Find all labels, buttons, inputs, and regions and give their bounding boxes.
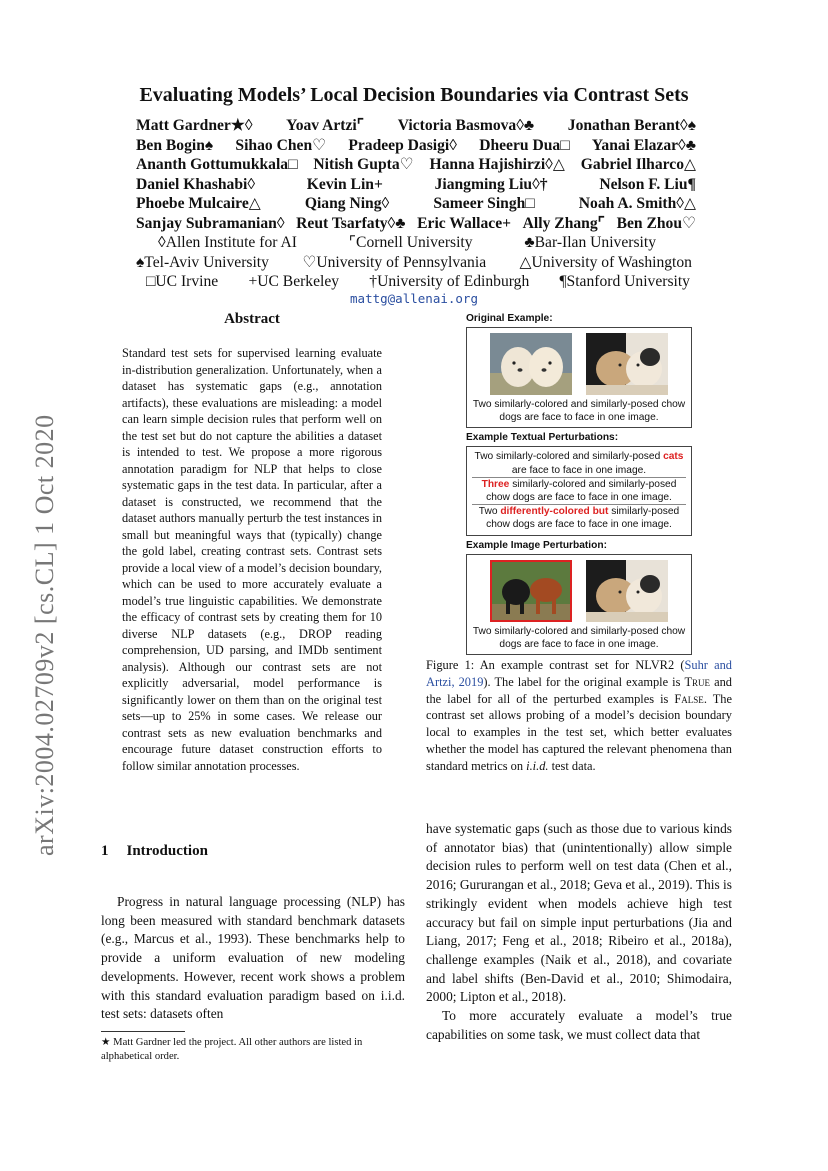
section-title: Introduction [126, 843, 208, 859]
author: Yanai Elazar◊♣ [591, 136, 696, 154]
author: Daniel Khashabi◊ [136, 175, 256, 193]
author: Sanjay Subramanian◊ [136, 214, 285, 232]
author-row [136, 194, 696, 214]
author: Phoebe Mulcaire△ [136, 195, 261, 213]
author-row [136, 214, 696, 234]
author: Jiangming Liu◊† [434, 175, 548, 193]
author-row [136, 116, 696, 136]
arxiv-id: arXiv:2004.02709v2 [cs.CL] 1 Oct 2020 [30, 414, 59, 856]
affiliation: ⌜Cornell University [348, 234, 473, 251]
author: Matt Gardner★◊ [136, 117, 253, 134]
author: Sihao Chen♡ [235, 136, 327, 154]
author: Qiang Ning◊ [304, 195, 390, 213]
footnote-rule [101, 1031, 185, 1032]
original-example-box [466, 327, 692, 428]
author: Ben Zhou♡ [616, 214, 696, 232]
author: Nelson F. Liu¶ [599, 175, 696, 193]
author: Hanna Hajishirzi◊△ [429, 156, 565, 174]
author-list [136, 116, 696, 234]
author: Pradeep Dasigi◊ [348, 136, 457, 154]
original-example-label: Original Example: [466, 313, 553, 324]
intro-right-column [426, 820, 732, 1044]
author: Sameer Singh□ [433, 195, 535, 213]
textual-perturbations-box [466, 446, 692, 535]
figure-caption: Figure 1: An example contrast set for NLVR2 (Suhr and Artzi, 2019). The label for the original example is True and the label for all of the perturbed examples is False. The contrast set allows probing of a model’s decision boundary local to examples in the test set, which better evaluates whether the model has captured the relevant phenomena than standard metrics on i.i.d. test data. [426, 658, 733, 773]
chow-puppies-photo-2 [586, 333, 668, 395]
intro-paragraph: have systematic gaps (such as those due to various kinds of annotator bias) that (unintentionally) allow simple decision rules to perform well on test data (Chen et al., 2016; Gururangan et al., 2018; Geva et al., 2019). This is strikingly evident when models achieve high test accuracy but fail on simple input perturbations (Jia and Liang, 2017; Feng et al., 2018; Ribeiro et al., 2018a), challenge examples (Naik et al., 2018), and covariate and label shifts (Ben-David et al., 2010; Shimodaira, 2000; Lipton et al., 2018). [426, 821, 732, 1005]
citation-link[interactable]: Suhr and Artzi, 2019 [426, 658, 732, 689]
author: Ananth Gottumukkala□ [136, 156, 298, 174]
chow-puppies-photo [490, 333, 572, 395]
intro-paragraph: Progress in natural language processing (NLP) has long been measured with standard benchmark datasets (e.g., Marcus et al., 1993). These benchmarks help to provide a uniform evaluation of new modeling developments. However, recent work shows a problem with this standard evaluation paradigm based on i.i.d. test sets: datasets often [101, 894, 405, 1022]
author: Ally Zhang⌜ [522, 214, 605, 232]
affiliation: ¶Stanford University [559, 273, 690, 291]
affiliation: +UC Berkeley [248, 273, 340, 291]
author: Nitish Gupta♡ [313, 156, 414, 174]
affiliation: ♣Bar-Ilan University [524, 234, 656, 251]
author: Yoav Artzi⌜ [286, 117, 365, 134]
paper-title: Evaluating Models’ Local Decision Boundaries via Contrast Sets [139, 84, 689, 106]
abstract-body [122, 345, 382, 774]
author: Ben Bogin♠ [136, 136, 214, 154]
image-perturbation-label: Example Image Perturbation: [466, 539, 607, 551]
affiliation-list [136, 233, 696, 292]
original-caption: Two similarly-colored and similarly-posed chow dogs are face to face in one image. [472, 399, 686, 424]
affiliation: †University of Edinburgh [369, 273, 530, 291]
affiliation: △University of Washington [519, 253, 692, 271]
affiliation: ♡University of Pennsylvania [302, 253, 487, 271]
contact-email[interactable]: mattg@allenai.org [350, 291, 478, 306]
intro-paragraph: To more accurately evaluate a model’s true capabilities on some task, we must collect data that [426, 1008, 732, 1042]
author: Jonathan Berant◊♠ [567, 117, 696, 134]
author: Victoria Basmova◊♣ [397, 117, 535, 134]
image-perturbation-box [466, 554, 692, 655]
image-perturbation-caption: Two similarly-colored and similarly-posed chow dogs are face to face in one image. [472, 625, 686, 650]
affiliation: ◊Allen Institute for AI [158, 234, 297, 251]
author: Gabriel Ilharco△ [580, 156, 696, 174]
author: Kevin Lin+ [306, 175, 383, 193]
section-heading [101, 843, 401, 860]
abstract-text: Standard test sets for supervised learning evaluate in-distribution generalization. Unfortunately, when a dataset has systematic gaps (e.g., annotation artifacts), these evaluations are misleading: a model can learn simple decision rules that perform well on the test set but do not capture the abilities a dataset is intended to test. We propose a more rigorous annotation paradigm for NLP that helps to close systematic gaps in the test data. In particular, after a dataset is constructed, we recommend that the dataset authors manually perturb the test instances in small but meaningful ways that (typically) change the gold label, creating contrast sets. Contrast sets provide a local view of a model’s decision boundary, which can be used to more accurately evaluate a model’s true linguistic capabilities. We demonstrate the efficacy of contrast sets by creating them for 10 diverse NLP datasets (e.g., DROP reading comprehension, UD parsing, and IMDb sentiment analysis). Although our contrast sets are not explicitly adversarial, model performance is significantly lower on them than on the original test sets—up to 25% in some cases. We release our contrast sets as new evaluation benchmarks and encourage future dataset construction efforts to follow similar annotation processes. [122, 346, 382, 773]
chow-puppies-photo-3 [586, 560, 668, 622]
figure-1 [466, 313, 692, 655]
textual-perturbations-label: Example Textual Perturbations: [466, 432, 619, 444]
author: Reut Tsarfaty◊♣ [296, 214, 406, 232]
affiliation: □UC Irvine [146, 273, 219, 291]
abstract-heading: Abstract [224, 311, 280, 327]
different-dogs-photo [490, 560, 572, 622]
affiliation: ♠Tel-Aviv University [136, 253, 269, 271]
author: Noah A. Smith◊△ [578, 195, 696, 213]
author-row [136, 175, 696, 195]
perturbation-2: Three similarly-colored and similarly-posed chow dogs are face to face in one image. [481, 478, 677, 504]
footnote: ★ Matt Gardner led the project. All other authors are listed in alphabetical order. [101, 1037, 363, 1062]
section-number: 1 [101, 843, 109, 859]
perturbation-3: Two differently-colored but similarly-posed chow dogs are face to face in one image. [478, 506, 680, 531]
perturbation-1: Two similarly-colored and similarly-posed cats are face to face in one image. [474, 451, 684, 476]
intro-left-column [101, 893, 405, 1024]
author-row [136, 155, 696, 175]
author: Eric Wallace+ [417, 214, 512, 232]
author-row [136, 136, 696, 156]
author: Dheeru Dua□ [479, 136, 570, 154]
